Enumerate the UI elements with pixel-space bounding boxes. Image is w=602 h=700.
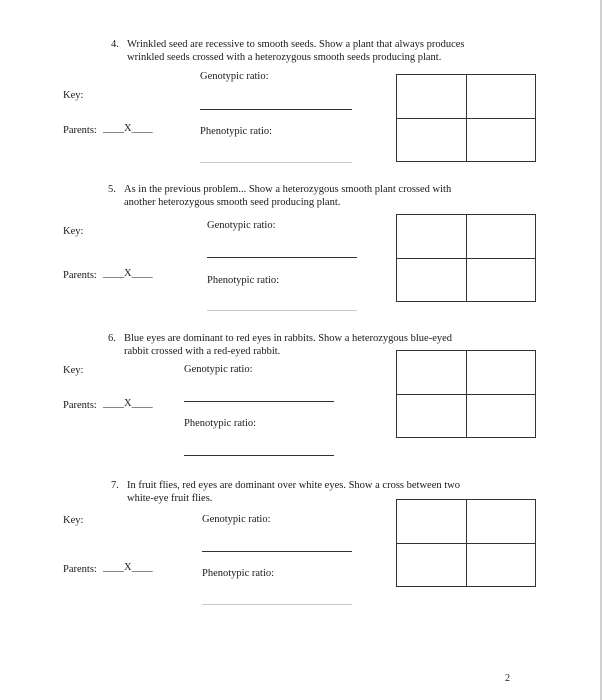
question-number: 4.	[111, 39, 119, 50]
parents-label: Parents:	[63, 564, 97, 575]
page-number: 2	[505, 673, 510, 684]
key-label: Key:	[63, 226, 84, 237]
key-label: Key:	[63, 365, 84, 376]
genotypic-ratio-label: Genotypic ratio:	[200, 71, 269, 82]
phenotypic-answer-line[interactable]	[200, 162, 352, 163]
key-label: Key:	[63, 515, 84, 526]
parents-label: Parents:	[63, 270, 97, 281]
question-text-line-1: Blue eyes are dominant to red eyes in rabbits. Show a heterozygous blue-eyed	[124, 333, 453, 344]
genotypic-answer-line[interactable]	[200, 109, 352, 110]
question-text-line-1: Wrinkled seed are recessive to smooth seeds. Show a plant that always produces	[127, 39, 465, 50]
punnett-square[interactable]	[396, 74, 536, 162]
question-text-line-1: In fruit flies, red eyes are dominant over white eyes. Show a cross between two	[127, 480, 460, 491]
parents-blank[interactable]: ____X____	[103, 123, 153, 134]
genotypic-answer-line[interactable]	[207, 257, 357, 258]
genotypic-ratio-label: Genotypic ratio:	[184, 364, 253, 375]
parents-blank[interactable]: ____X____	[103, 562, 153, 573]
question-number: 7.	[111, 480, 119, 491]
phenotypic-answer-line[interactable]	[207, 310, 357, 311]
parents-blank[interactable]: ____X____	[103, 398, 153, 409]
question-text-line-2: wrinkled seeds crossed with a heterozygous smooth seeds producing plant.	[127, 52, 442, 63]
phenotypic-ratio-label: Phenotypic ratio:	[184, 418, 257, 429]
key-label: Key:	[63, 90, 84, 101]
question-text-line-2: another heterozygous smooth seed producing plant.	[124, 197, 341, 208]
question-5	[108, 183, 528, 211]
phenotypic-ratio-label: Phenotypic ratio:	[202, 568, 275, 579]
punnett-square[interactable]	[396, 350, 536, 438]
genotypic-ratio-label: Genotypic ratio:	[207, 220, 276, 231]
question-text-line-2: white-eye fruit flies.	[127, 493, 213, 504]
genotypic-answer-line[interactable]	[202, 551, 352, 552]
genotypic-ratio-label: Genotypic ratio:	[202, 514, 271, 525]
question-number: 6.	[108, 333, 116, 344]
phenotypic-answer-line[interactable]	[184, 455, 334, 456]
parents-label: Parents:	[63, 400, 97, 411]
parents-blank[interactable]: ____X____	[103, 268, 153, 279]
question-text-line-2: rabbit crossed with a red-eyed rabbit.	[124, 346, 281, 357]
parents-label: Parents:	[63, 125, 97, 136]
question-number: 5.	[108, 184, 116, 195]
phenotypic-ratio-label: Phenotypic ratio:	[207, 275, 280, 286]
phenotypic-answer-line[interactable]	[202, 604, 352, 605]
punnett-square[interactable]	[396, 499, 536, 587]
phenotypic-ratio-label: Phenotypic ratio:	[200, 126, 273, 137]
punnett-square[interactable]	[396, 214, 536, 302]
question-text-line-1: As in the previous problem... Show a heterozygous smooth plant crossed with	[124, 184, 452, 195]
question-4	[111, 38, 531, 66]
genotypic-answer-line[interactable]	[184, 401, 334, 402]
